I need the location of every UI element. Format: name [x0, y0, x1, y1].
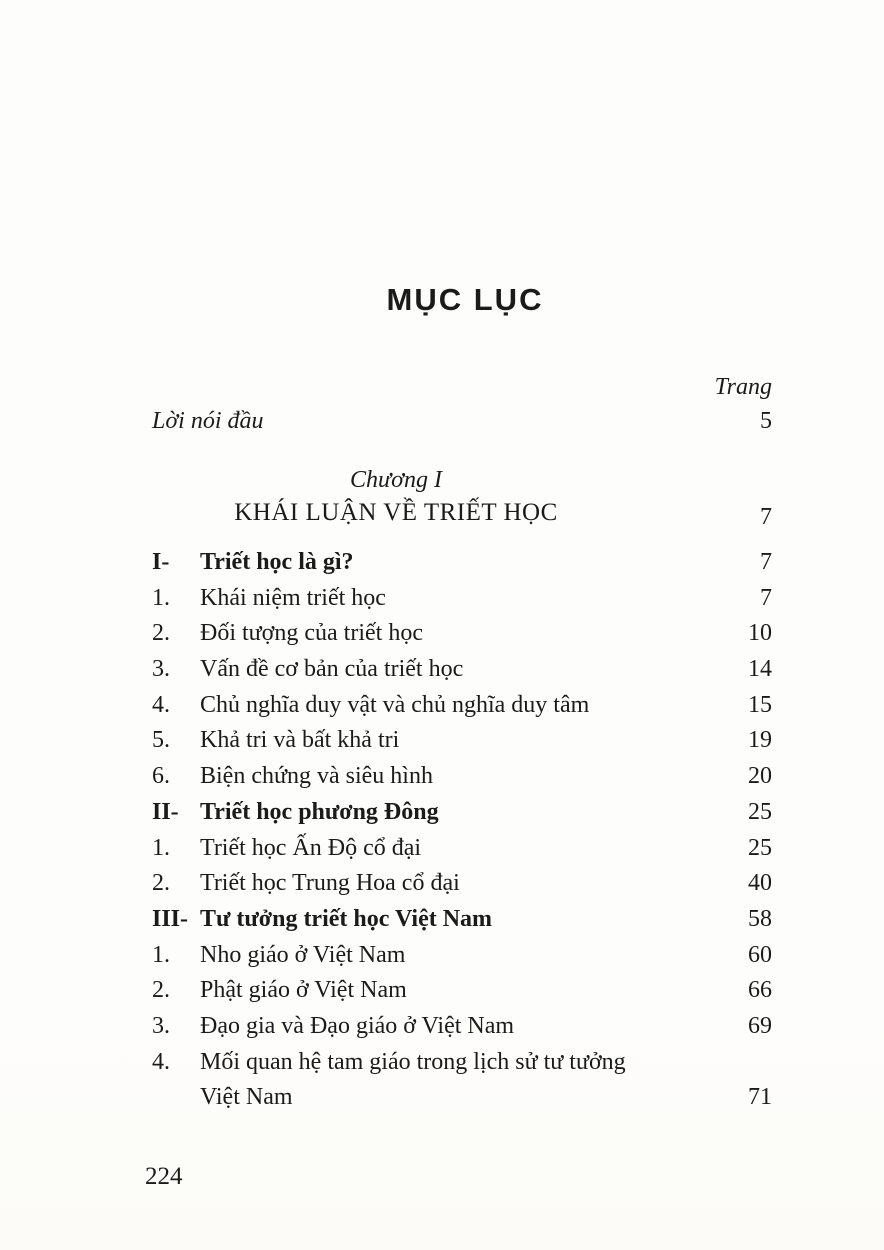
toc-row: [152, 902, 772, 938]
toc-row-label: Tư tưởng triết học Việt Nam: [200, 905, 493, 932]
chapter-page-number: 7: [760, 504, 772, 530]
toc-row-label: Đối tượng của triết học: [200, 620, 423, 647]
chapter-heading-block: [150, 465, 642, 531]
toc-row-page: 60: [748, 941, 772, 968]
toc-row-marker: 2.: [152, 870, 170, 897]
toc-row-label: Triết học là gì?: [200, 549, 354, 575]
toc-row-marker: 6.: [152, 763, 170, 790]
toc-row: [152, 616, 772, 652]
toc-row-label: Mối quan hệ tam giáo trong lịch sử tư tưởng: [200, 1048, 626, 1075]
toc-row-marker: 1.: [152, 584, 170, 611]
toc-row: [152, 973, 772, 1009]
toc-row-label: Triết học Trung Hoa cổ đại: [200, 870, 460, 897]
folio-page-number: 224: [145, 1163, 183, 1190]
toc-row-marker: 2.: [152, 620, 170, 647]
toc-row-label: Chủ nghĩa duy vật và chủ nghĩa duy tâm: [200, 691, 590, 718]
chapter-heading: KHÁI LUẬN VỀ TRIẾT HỌC: [234, 499, 558, 526]
toc-row: [152, 723, 772, 759]
toc-row-page: 58: [748, 905, 772, 932]
table-of-contents: [152, 545, 772, 1116]
toc-row-label: Vấn đề cơ bản của triết học: [200, 656, 464, 683]
toc-row-label: Khả tri và bất khả tri: [200, 727, 400, 754]
toc-row-label: Biện chứng và siêu hình: [200, 763, 433, 790]
preface-page: 5: [760, 408, 772, 434]
toc-row-marker: II-: [152, 798, 179, 825]
toc-row-continuation: [152, 1080, 772, 1116]
toc-row-marker: 1.: [152, 941, 170, 968]
page-title: MỤC LỤC: [386, 281, 544, 317]
toc-row: [152, 581, 772, 617]
toc-row-marker: I-: [152, 549, 170, 575]
toc-row-page: 20: [748, 763, 772, 790]
toc-row: [152, 688, 772, 724]
toc-row: [152, 1045, 772, 1081]
toc-row-label: Đạo gia và Đạo giáo ở Việt Nam: [200, 1012, 515, 1039]
toc-row-marker: 5.: [152, 727, 170, 754]
toc-row-page: 14: [748, 656, 772, 683]
toc-row: [152, 866, 772, 902]
toc-row: [152, 545, 772, 581]
toc-row-label: Triết học phương Đông: [200, 798, 439, 825]
toc-row-marker: 4.: [152, 691, 170, 718]
toc-row-page: 7: [760, 584, 772, 611]
toc-row: [152, 795, 772, 831]
toc-row: [152, 938, 772, 974]
toc-row: [152, 1009, 772, 1045]
toc-row-page: 40: [748, 870, 772, 897]
toc-row-marker: 3.: [152, 656, 170, 683]
toc-row-label: Triết học Ấn Độ cổ đại: [200, 834, 422, 861]
toc-row-page: 25: [748, 798, 772, 825]
toc-row-marker: 3.: [152, 1012, 170, 1039]
toc-row-page: 10: [748, 620, 772, 647]
preface-entry: [152, 406, 772, 436]
toc-row-page: 19: [748, 727, 772, 754]
toc-row-marker: III-: [152, 905, 189, 932]
toc-row-label: Khái niệm triết học: [200, 584, 386, 611]
toc-row-label: Phật giáo ở Việt Nam: [200, 977, 407, 1004]
preface-label: Lời nói đầu: [152, 408, 264, 434]
toc-row-page: 69: [748, 1012, 772, 1039]
chapter-kicker: Chương I: [350, 467, 442, 493]
toc-row: [152, 652, 772, 688]
toc-row-page: 15: [748, 691, 772, 718]
toc-row-page: 66: [748, 977, 772, 1004]
toc-row-label: Việt Nam: [200, 1084, 293, 1111]
toc-row: [152, 831, 772, 867]
toc-row-page: 25: [748, 834, 772, 861]
toc-row-marker: 2.: [152, 977, 170, 1004]
toc-row-page: 71: [748, 1084, 772, 1111]
toc-row-label: Nho giáo ở Việt Nam: [200, 941, 406, 968]
toc-row: [152, 759, 772, 795]
page-column-header: Trang: [714, 374, 772, 400]
toc-row-page: 7: [760, 549, 772, 575]
toc-row-marker: 4.: [152, 1048, 170, 1075]
toc-row-marker: 1.: [152, 834, 170, 861]
